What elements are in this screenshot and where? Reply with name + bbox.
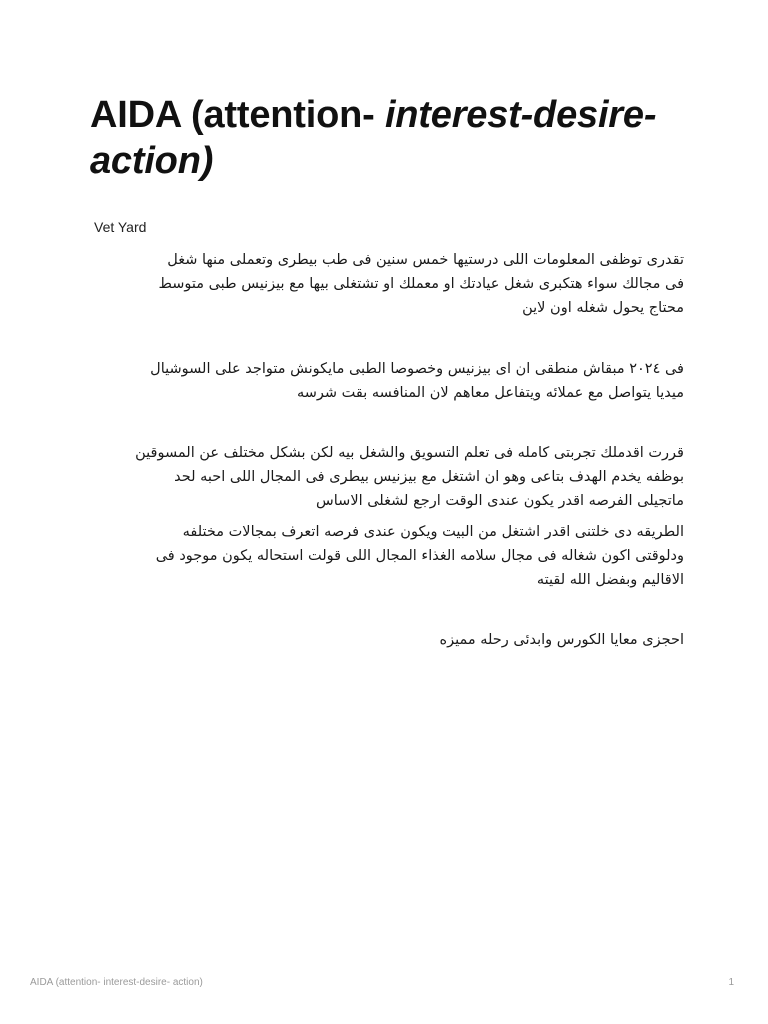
title-italic-part: interest-desire- action) xyxy=(90,94,657,182)
title-regular-part: AIDA (attention- xyxy=(90,94,385,136)
paragraph-line: قررت اقدملك تجربتى كامله فى تعلم التسويق والشغل بيه لكن بشكل مختلف عن المسوقين xyxy=(135,445,684,461)
paragraph-line: الطريقه دى خلتنى اقدر اشتغل من البيت ويكون عندى فرصه اتعرف بمجالات مختلفه xyxy=(182,524,684,540)
footer-page-number: 1 xyxy=(728,977,734,988)
paragraph-line: محتاج يحول شغله اون لاين xyxy=(522,300,684,316)
paragraph-2 xyxy=(84,357,684,405)
footer-running-title: AIDA (attention- interest-desire- action) xyxy=(30,977,203,988)
paragraph-line: فى ٢٠٢٤ مبقاش منطقى ان اى بيزنيس وخصوصا الطبى مايكونش متواجد على السوشيال xyxy=(150,361,684,377)
author-name: Vet Yard xyxy=(94,219,147,235)
paragraph-line: تقدرى توظفى المعلومات اللى درستيها خمس سنين فى طب بيطرى وتعملى منها شغل xyxy=(167,252,684,268)
paragraph-line: فى مجالك سواء هتكبرى شغل عيادتك او معملك او تشتغلى بيها مع بيزنيس طبى متوسط xyxy=(158,276,684,292)
paragraph-line: بوظفه يخدم الهدف بتاعى وهو ان اشتغل مع بيزنيس بيطرى فى المجال اللى احبه لحد xyxy=(174,469,684,485)
paragraph-line: احجزى معايا الكورس وابدئى رحله مميزه xyxy=(439,632,684,648)
paragraph-1 xyxy=(84,248,684,320)
paragraph-4 xyxy=(84,520,684,592)
paragraph-line: ماتجيلى الفرصه اقدر يكون عندى الوقت ارجع لشغلى الاساس xyxy=(316,493,684,509)
paragraph-line: الاقاليم وبفضل الله لقيته xyxy=(536,572,684,588)
paragraph-line: ودلوقتى اكون شغاله فى مجال سلامه الغذاء المجال اللى قولت استحاله يكون موجود فى xyxy=(155,548,684,564)
paragraph-line: ميديا يتواصل مع عملائه ويتفاعل معاهم لان المنافسه بقت شرسه xyxy=(296,385,684,401)
paragraph-3 xyxy=(84,441,684,513)
page-title xyxy=(90,92,690,184)
paragraph-5 xyxy=(84,628,684,652)
